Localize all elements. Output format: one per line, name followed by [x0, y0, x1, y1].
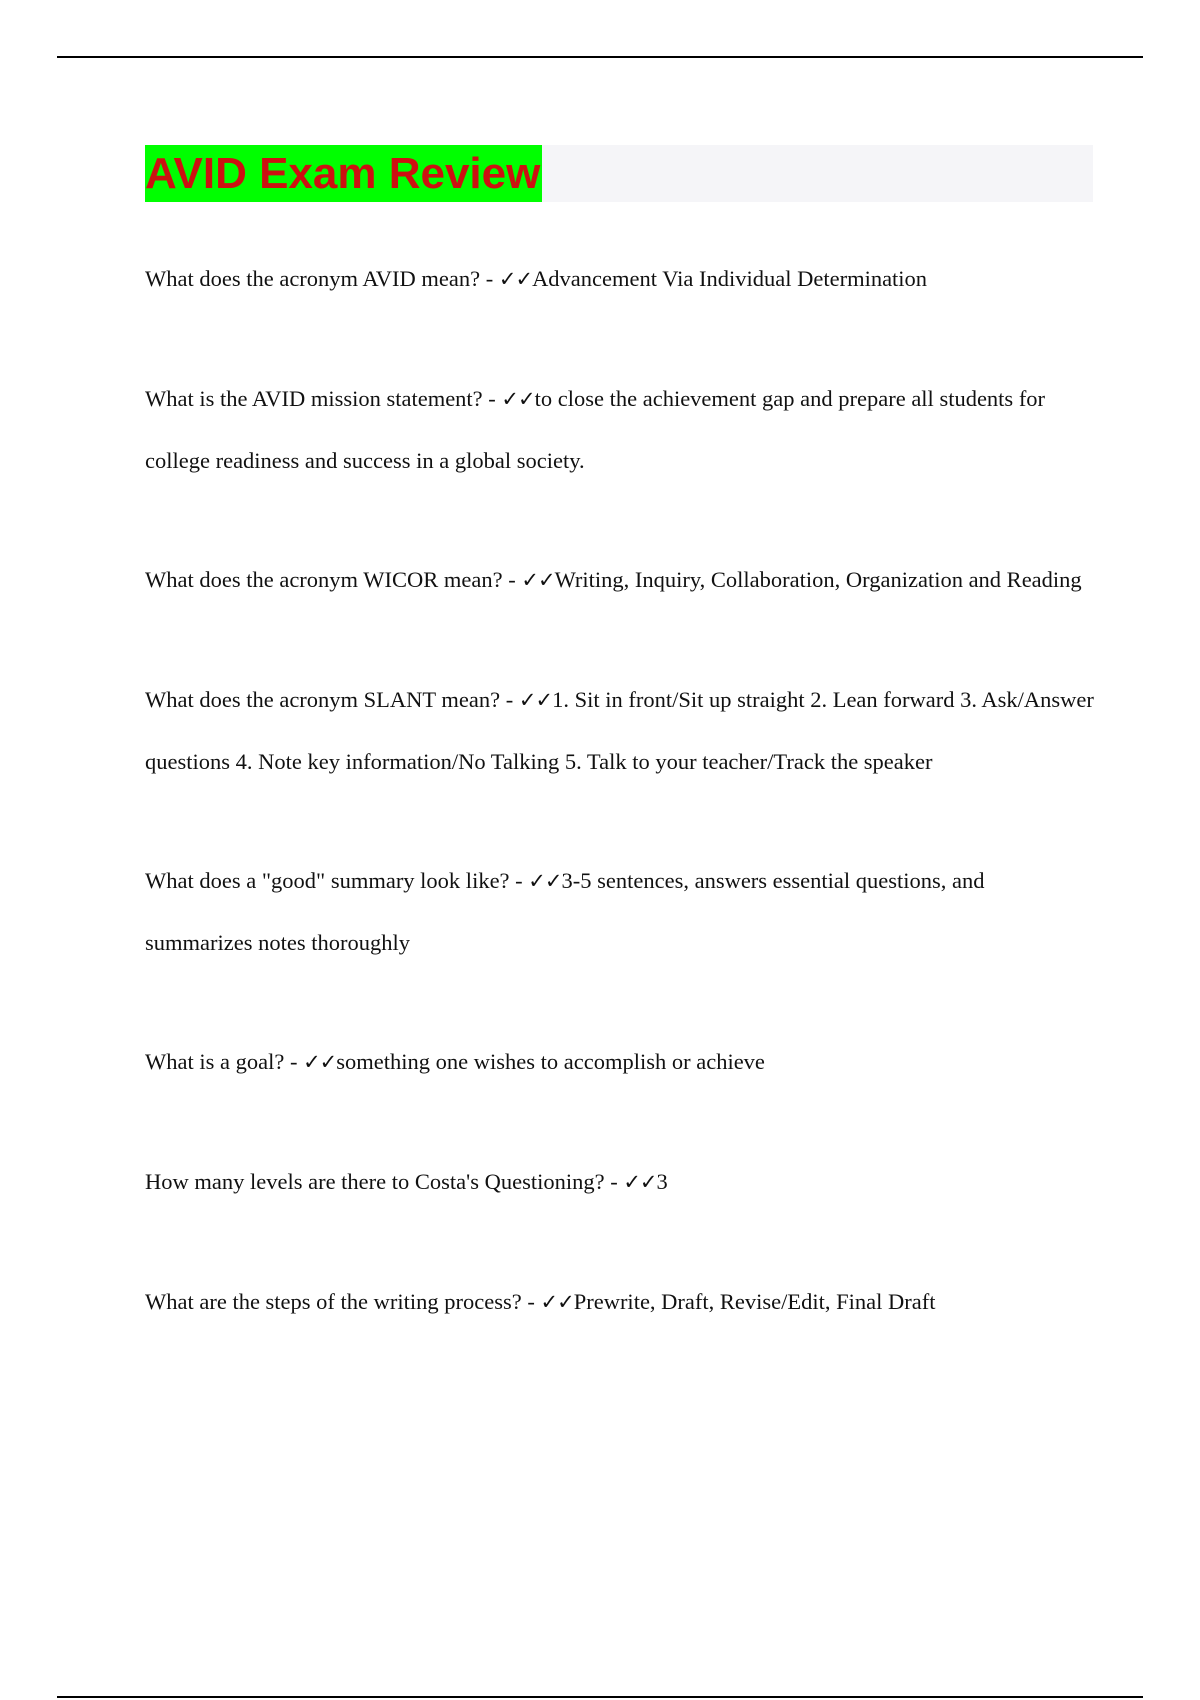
- separator: -: [482, 386, 502, 411]
- question-text: What does the acronym SLANT mean?: [145, 687, 501, 712]
- separator: -: [480, 266, 499, 291]
- question-text: What does the acronym AVID mean?: [145, 266, 481, 291]
- question-text: What are the steps of the writing process?: [145, 1289, 522, 1314]
- page-title: AVID Exam Review: [145, 145, 542, 202]
- question-text: What does a "good" summary look like?: [145, 868, 510, 893]
- separator: -: [502, 567, 522, 592]
- answer-text: 1. Sit in front/Sit up straight 2. Lean forward 3. Ask/Answer questions 4. Note key information/No Talking 5. Talk to your teacher/Track the speaker: [145, 687, 1094, 774]
- answer-text: Writing, Inquiry, Collaboration, Organization and Reading: [554, 567, 1082, 592]
- qa-item: [145, 248, 1095, 310]
- double-check-icon: ✓✓: [501, 387, 535, 411]
- title-bar: [145, 145, 1093, 202]
- question-text: What does the acronym WICOR mean?: [145, 567, 503, 592]
- question-text: What is a goal?: [145, 1049, 285, 1074]
- separator: -: [521, 1289, 541, 1314]
- separator: -: [509, 868, 529, 893]
- double-check-icon: ✓✓: [521, 568, 555, 592]
- double-check-icon: ✓✓: [623, 1170, 657, 1194]
- answer-text: Advancement Via Individual Determination: [532, 266, 928, 291]
- qa-item: [145, 850, 1095, 973]
- separator: -: [284, 1049, 304, 1074]
- double-check-icon: ✓✓: [498, 267, 533, 291]
- answer-text: something one wishes to accomplish or achieve: [336, 1049, 765, 1074]
- answer-text: Prewrite, Draft, Revise/Edit, Final Draft: [573, 1289, 936, 1314]
- qa-item: [145, 549, 1095, 611]
- qa-item: [145, 1151, 1095, 1213]
- qa-item: [145, 1271, 1095, 1333]
- double-check-icon: ✓✓: [303, 1050, 337, 1074]
- header-rule: [57, 56, 1143, 58]
- qa-list: [145, 248, 1095, 1391]
- qa-item: [145, 368, 1095, 491]
- answer-text: to close the achievement gap and prepare all students for college readiness and success in a global society.: [145, 386, 1046, 473]
- footer-rule: [57, 1696, 1143, 1698]
- answer-text: 3: [656, 1169, 668, 1194]
- qa-item: [145, 1031, 1095, 1093]
- answer-text: 3-5 sentences, answers essential questions, and summarizes notes thoroughly: [145, 868, 985, 955]
- question-text: How many levels are there to Costa's Questioning?: [145, 1169, 605, 1194]
- separator: -: [500, 687, 519, 712]
- qa-item: [145, 669, 1095, 792]
- separator: -: [604, 1169, 624, 1194]
- double-check-icon: ✓✓: [540, 1290, 574, 1314]
- question-text: What is the AVID mission statement?: [145, 386, 483, 411]
- double-check-icon: ✓✓: [528, 869, 562, 893]
- double-check-icon: ✓✓: [518, 688, 553, 712]
